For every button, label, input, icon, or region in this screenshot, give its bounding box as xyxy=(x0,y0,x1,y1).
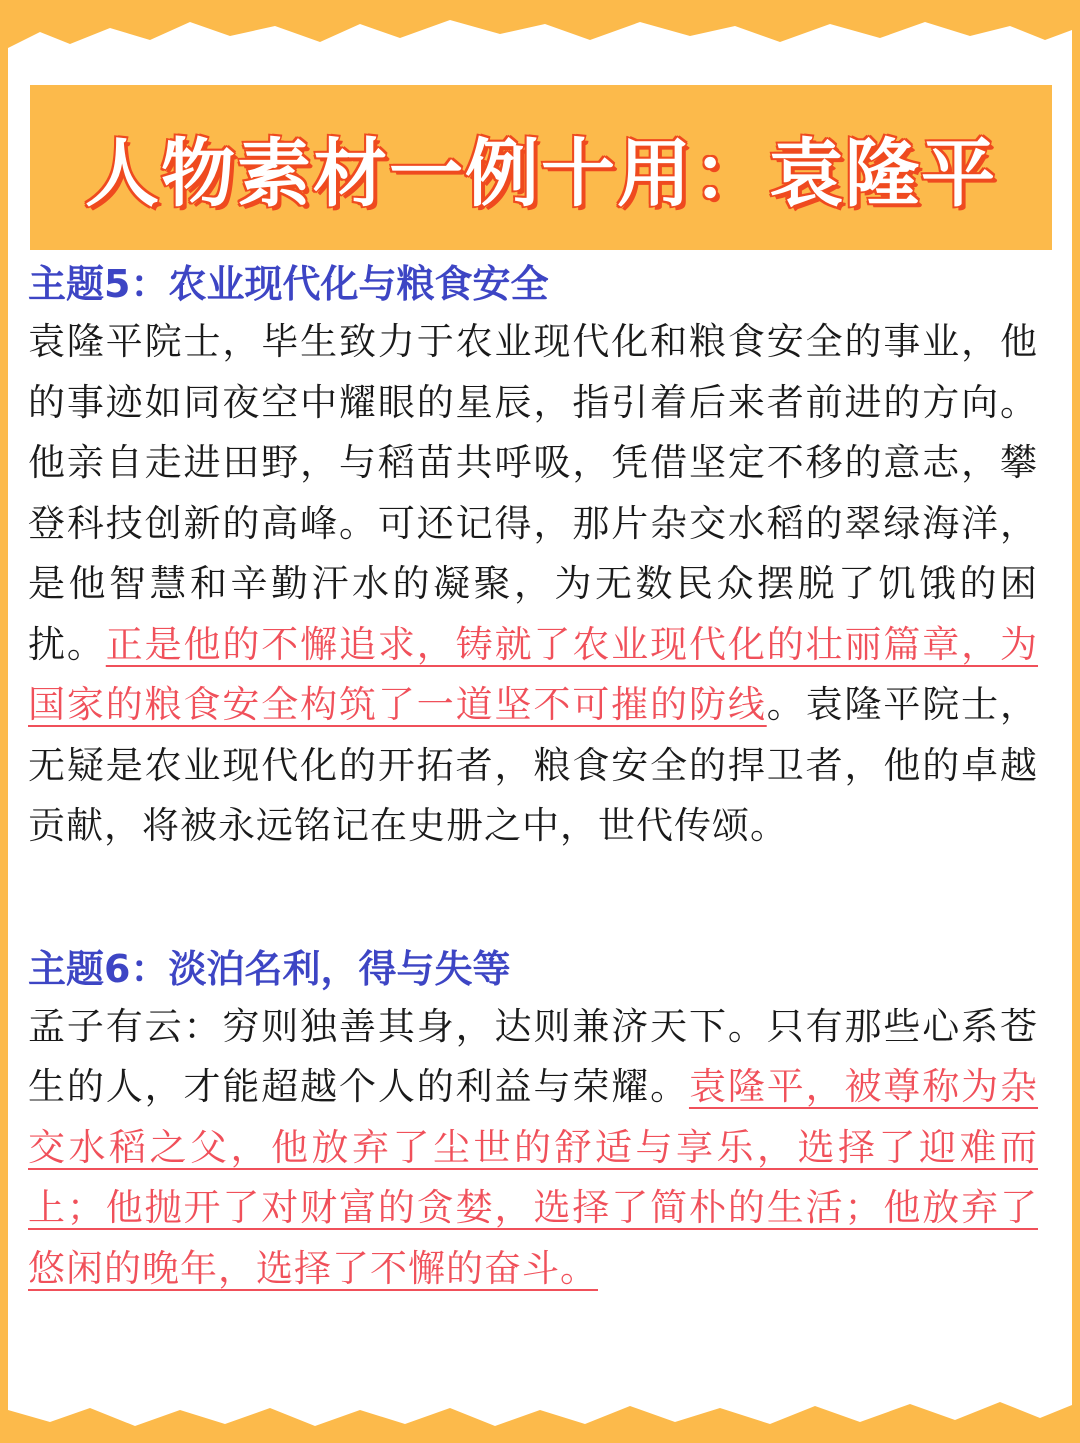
section-paragraph xyxy=(28,997,1038,1300)
paragraph-text: 孟子有云：穷则独善其身，达则兼济天下。只有那些心系苍生的人，才能超越个人的利益与荣耀。 xyxy=(28,1004,1038,1108)
page-title: 人物素材一例十用：袁隆平 xyxy=(85,130,997,217)
article-content xyxy=(28,256,1038,1299)
title-banner xyxy=(30,85,1052,250)
highlighted-quote: 正是他的不懈追求，铸就了农业现代化的壮丽篇章，为国家的粮食安全构筑了一道坚不可摧的防线 xyxy=(28,622,1039,726)
section-paragraph xyxy=(28,312,1038,857)
section-heading: 主题5：农业现代化与粮食安全 xyxy=(28,262,549,306)
section-topic-5 xyxy=(28,256,1038,857)
section-heading: 主题6：淡泊名利，得与失等 xyxy=(28,946,511,991)
section-topic-6 xyxy=(28,941,1038,1300)
paragraph-text: 。袁隆平院士，无疑是农业现代化的开拓者，粮食安全的捍卫者，他的卓越贡献，将被永远铭记在史册之中，世代传颂。 xyxy=(28,683,1038,847)
paragraph-text: 袁隆平院士，毕生致力于农业现代化和粮食安全的事业，他的事迹如同夜空中耀眼的星辰，指引着后来者前进的方向。他亲自走进田野，与稻苗共呼吸，凭借坚定不移的意志，攀登科技创新的高峰。可还记得，那片杂交水稻的翠绿海洋，是他智慧和辛勤汗水的凝聚，为无数民众摆脱了饥饿的困扰。 xyxy=(28,320,1038,666)
highlighted-quote: 袁隆平，被尊称为杂交水稻之父，他放弃了尘世的舒适与享乐，选择了迎难而上；他抛开了对财富的贪婪，选择了简朴的生活；他放弃了悠闲的晚年，选择了不懈的奋斗。 xyxy=(28,1065,1039,1290)
section-spacer xyxy=(28,857,1038,941)
